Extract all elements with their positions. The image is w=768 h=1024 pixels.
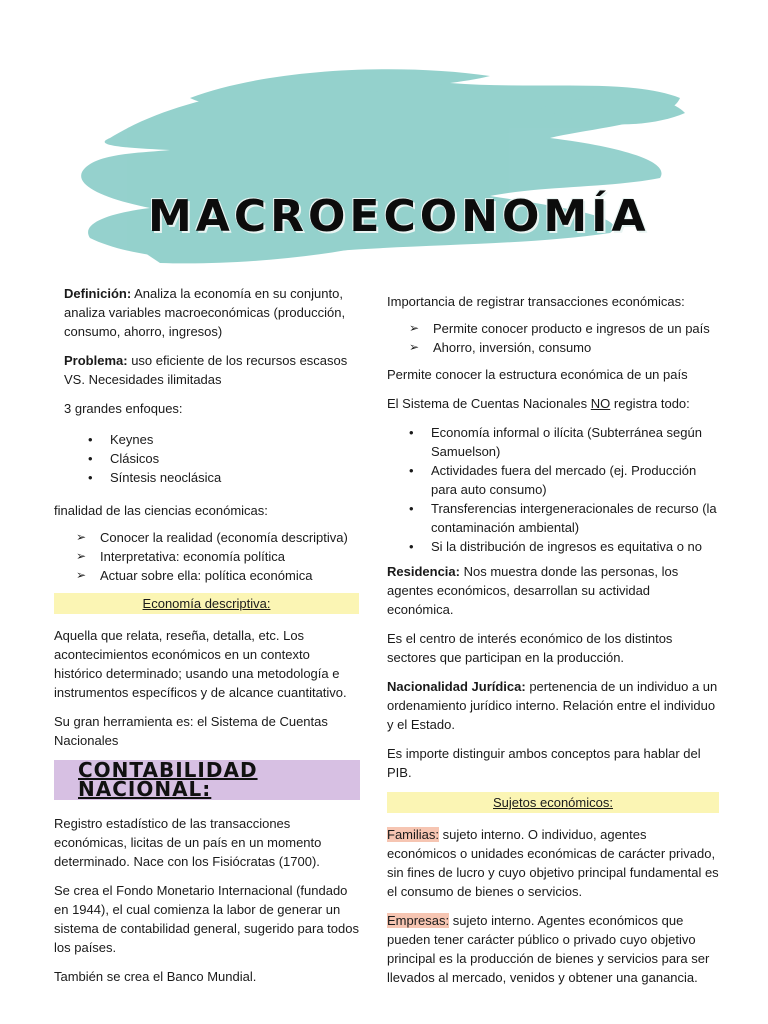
residencia-label: Residencia: bbox=[387, 564, 460, 579]
empresas-paragraph bbox=[387, 911, 719, 987]
contabilidad-paragraph-3: También se crea el Banco Mundial. bbox=[54, 969, 257, 984]
sujetos-heading bbox=[387, 792, 719, 813]
nacionalidad-label: Nacionalidad Jurídica: bbox=[387, 679, 526, 694]
page-title: MACROECONOMÍA bbox=[148, 191, 650, 242]
scn-prefix: El Sistema de Cuentas Nacionales bbox=[387, 396, 591, 411]
definicion-label: Definición: bbox=[64, 286, 132, 301]
descriptiva-heading-text: Economía descriptiva: bbox=[142, 596, 271, 611]
list-item: • Economía informal o ilícita (Subterránea según Samuelson) bbox=[409, 423, 719, 461]
contabilidad-heading-text: CONTABILIDAD NACIONAL: bbox=[78, 758, 258, 801]
enfoques-title: 3 grandes enfoques: bbox=[64, 401, 183, 416]
list-item: ➢ Conocer la realidad (economía descriptiva) bbox=[76, 528, 359, 547]
nacionalidad-paragraph bbox=[387, 677, 719, 734]
descriptiva-paragraph-1: Aquella que relata, reseña, detalla, etc. Los acontecimientos económicos en un contexto histórico determinado; usando una metodología e instrumentos específicos y de alcance cuantitativo. bbox=[54, 628, 347, 700]
right-column bbox=[387, 292, 719, 997]
list-item: ➢ Permite conocer producto e ingresos de un país bbox=[409, 319, 719, 338]
empresas-label: Empresas: bbox=[387, 913, 450, 928]
list-item: ➢ Ahorro, inversión, consumo bbox=[409, 338, 719, 357]
no-registra-list bbox=[387, 423, 719, 556]
contabilidad-paragraph-1: Registro estadístico de las transacciones económicas, licitas de un país en un momento determinado. Nace con los Fisiócratas (1700). bbox=[54, 816, 322, 869]
descriptiva-heading bbox=[54, 593, 359, 614]
scn-no: NO bbox=[590, 396, 611, 411]
scn-suffix: registra todo: bbox=[610, 396, 690, 411]
list-item: ➢ Interpretativa: economía política bbox=[76, 547, 359, 566]
contabilidad-heading bbox=[54, 760, 360, 800]
finalidad-title: finalidad de las ciencias económicas: bbox=[54, 503, 268, 518]
definicion-paragraph bbox=[54, 284, 359, 341]
centro-paragraph: Es el centro de interés económico de los distintos sectores que participan en la producción. bbox=[387, 631, 673, 665]
list-item: • Clásicos bbox=[88, 449, 359, 468]
title-banner bbox=[70, 68, 690, 268]
familias-paragraph bbox=[387, 825, 719, 901]
contabilidad-paragraph-2: Se crea el Fondo Monetario Internacional (fundado en 1944), el cual comienza la labor de generar un sistema de contabilidad general, sugerido para todos los países. bbox=[54, 883, 359, 955]
left-column bbox=[54, 284, 359, 996]
familias-text: sujeto interno. O individuo, agentes económicos o unidades económicas de carácter privado, sin fines de lucro y cuyo objetivo principal fundamental es el consumo de bienes o servicios. bbox=[387, 827, 719, 899]
list-item: • Si la distribución de ingresos es equitativa o no bbox=[409, 537, 719, 556]
problema-text: uso eficiente de los recursos escasos VS. Necesidades ilimitadas bbox=[64, 353, 348, 387]
residencia-paragraph bbox=[387, 562, 719, 619]
nacionalidad-text: pertenencia de un individuo a un ordenamiento jurídico interno. Relación entre el individuo y el Estado. bbox=[387, 679, 718, 732]
scn-paragraph bbox=[387, 394, 719, 413]
residencia-text: Nos muestra donde las personas, los agentes económicos, desarrollan su actividad económica. bbox=[387, 564, 679, 617]
importe-paragraph: Es importe distinguir ambos conceptos para hablar del PIB. bbox=[387, 746, 701, 780]
list-item: • Actividades fuera del mercado (ej. Producción para auto consumo) bbox=[409, 461, 719, 499]
descriptiva-paragraph-2: Su gran herramienta es: el Sistema de Cuentas Nacionales bbox=[54, 714, 328, 748]
list-item: • Keynes bbox=[88, 430, 359, 449]
enfoques-list bbox=[54, 430, 359, 487]
empresas-text: sujeto interno. Agentes económicos que pueden tener carácter público o privado cuyo objetivo principal es la producción de bienes y servicios para ser llevados al mercado, venidos y obtener una ganancia. bbox=[387, 913, 710, 985]
problema-label: Problema: bbox=[64, 353, 128, 368]
estructura-paragraph: Permite conocer la estructura económica de un país bbox=[387, 367, 688, 382]
problema-paragraph bbox=[54, 351, 359, 389]
list-item: • Síntesis neoclásica bbox=[88, 468, 359, 487]
list-item: • Transferencias intergeneracionales de recurso (la contaminación ambiental) bbox=[409, 499, 719, 537]
importancia-title: Importancia de registrar transacciones económicas: bbox=[387, 294, 685, 309]
sujetos-heading-text: Sujetos económicos: bbox=[493, 795, 613, 810]
list-item: ➢ Actuar sobre ella: política económica bbox=[76, 566, 359, 585]
finalidad-list bbox=[54, 528, 359, 585]
importancia-list bbox=[387, 319, 719, 357]
definicion-text: Analiza la economía en su conjunto, analiza variables macroeconómicas (producción, consumo, ahorro, ingresos) bbox=[64, 286, 346, 339]
familias-label: Familias: bbox=[387, 827, 440, 842]
